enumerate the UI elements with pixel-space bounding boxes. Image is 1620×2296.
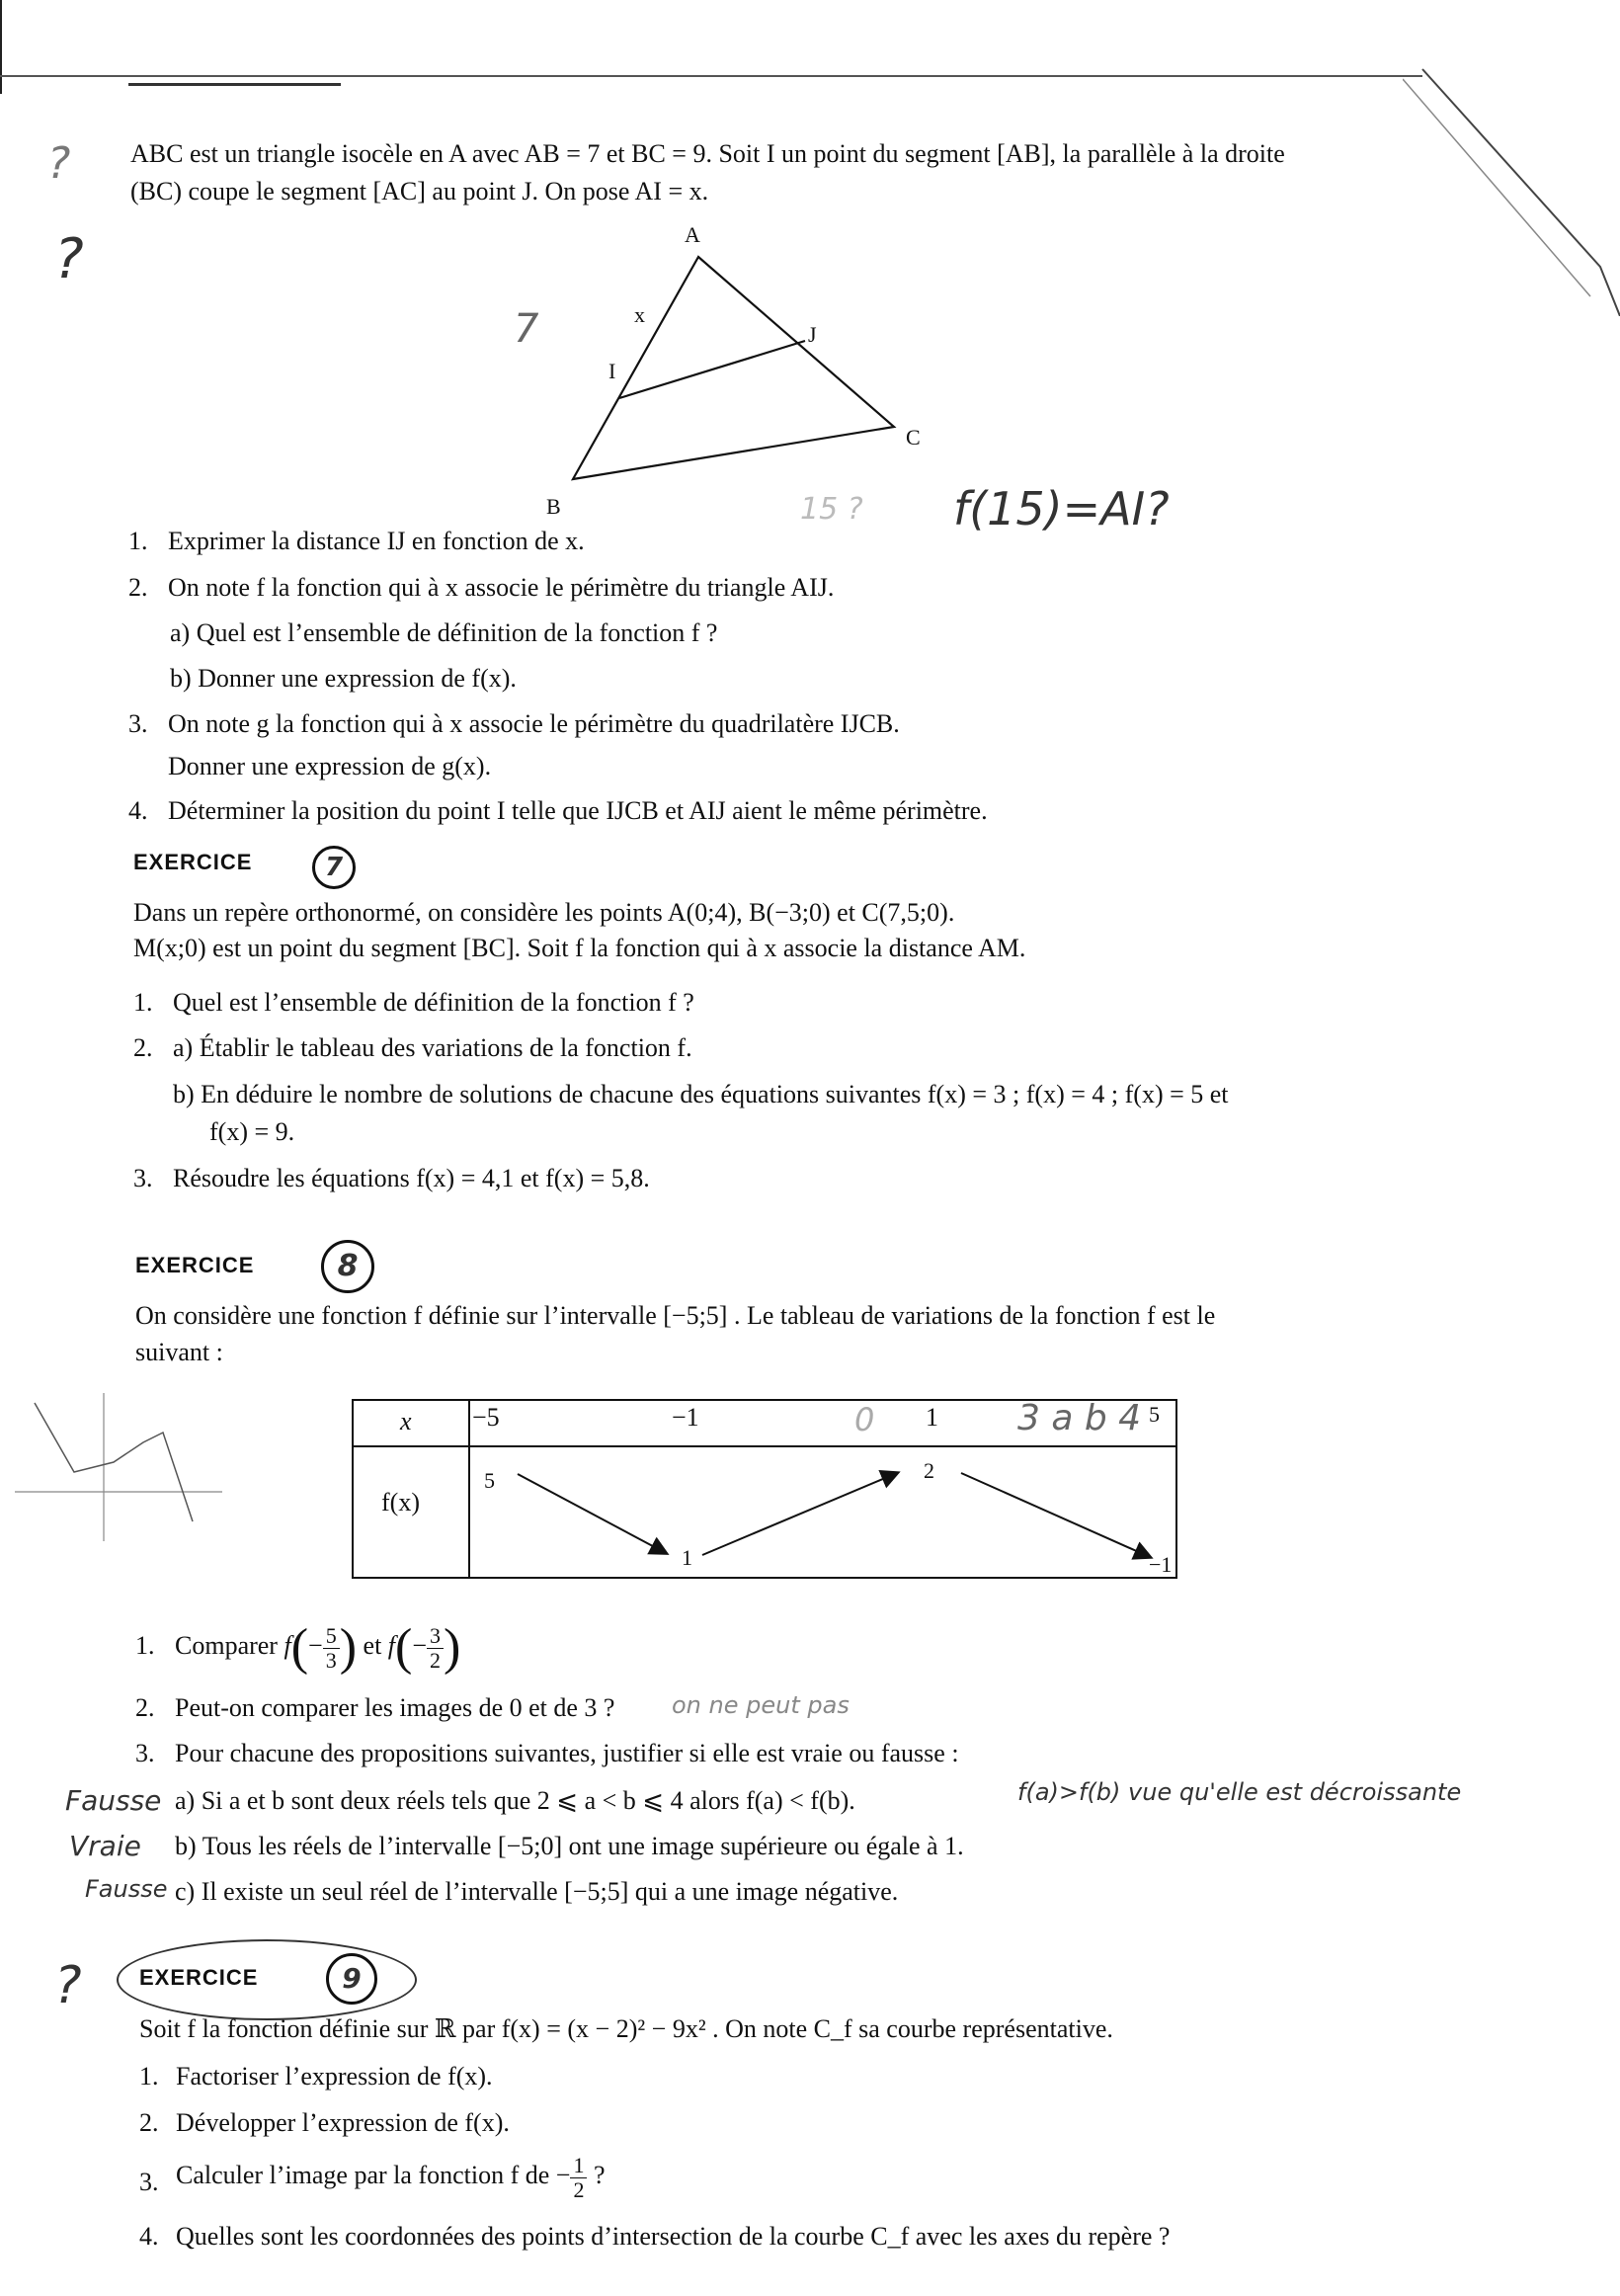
ex7-intro-line2: M(x;0) est un point du segment [BC]. Soit f la fonction qui à x associe la distance AM. [133,934,1026,962]
ex6-q4: Déterminer la position du point I telle que IJCB et AIJ aient le même périmètre. [168,796,988,825]
ex8-q1: Comparer f(− $\frac{5}{3}$ ) et f(− $\frac{3}{2}$ ) [175,1619,461,1677]
ex7-q2b-line2: f(x) = 9. [209,1117,295,1146]
table-f-value: 2 [924,1458,934,1483]
ex6-q1: Exprimer la distance IJ en fonction de x. [168,527,585,555]
table-fx-label: f(x) [381,1488,420,1517]
ex8-q1-prefix: Comparer [175,1631,278,1660]
ex8-q1-f2: f [387,1631,396,1660]
ex8-num-3: 3. [135,1739,155,1767]
table-x-value: 5 [1149,1402,1160,1427]
ex7-q1: Quel est l’ensemble de définition de la fonction f ? [173,988,694,1017]
handwritten-fifteen: 15 ? [800,492,863,527]
ex9-heading: EXERCICE [139,1965,259,1990]
handwritten-question-mark: ? [54,227,84,291]
handwritten-zero: 0 [854,1401,875,1438]
ex9-q3-prefix: Calculer l’image par la fonction f de − [176,2161,571,2189]
ex8-q1-frac2-den: 2 [430,1647,442,1673]
ex8-circled-number [321,1240,374,1293]
table-x-value: −5 [472,1403,500,1432]
ex7-q2b-line1: b) En déduire le nombre de solutions de chacune des équations suivantes f(x) = 3 ; f(x) = 4 ; f(x) = 5 et [173,1080,1229,1108]
ex7-q2a: a) Établir le tableau des variations de la fonction f. [173,1033,692,1062]
ex7-num-2: 2. [133,1033,153,1062]
ex7-num-1: 1. [133,988,153,1017]
ex8-circled-digit: 8 [337,1249,359,1283]
handwritten-fab-note: f(a)>f(b) vue qu'elle est décroissante [1017,1778,1462,1806]
ex9-num-2: 2. [139,2108,159,2137]
ex8-q3: Pour chacune des propositions suivantes, justifier si elle est vraie ou fausse : [175,1739,959,1767]
ex6-num-4: 4. [128,796,148,825]
label-A: A [685,222,700,247]
table-x-value: −1 [672,1403,699,1432]
ex8-intro-line1: On considère une fonction f définie sur l’intervalle [−5;5] . Le tableau de variations de la fonction f est le [135,1301,1216,1330]
ex6-intro-line1: ABC est un triangle isocèle en A avec AB = 7 et BC = 9. Soit I un point du segment [AB], la parallèle à la droite [130,139,1285,168]
ex6-q3b: Donner une expression de g(x). [168,752,492,780]
ex8-heading: EXERCICE [135,1253,255,1277]
handwritten-f15: f(15)=AI? [953,482,1170,535]
ex8-q3b: b) Tous les réels de l’intervalle [−5;0] ont une image supérieure ou égale à 1. [175,1832,964,1860]
ex7-circled-digit: 7 [324,853,344,882]
arrow-decreasing-1 [518,1474,666,1553]
ex9-q3-den: 2 [573,2176,585,2202]
ex9-q2: Développer l’expression de f(x). [176,2108,510,2137]
ex9-q3-num: 1 [570,2154,587,2178]
ex9-circled-digit: 9 [342,1962,362,1995]
ex8-q3c: c) Il existe un seul réel de l’intervalle [−5;5] qui a une image négative. [175,1877,899,1906]
ex6-q2a: a) Quel est l’ensemble de définition de la fonction f ? [170,618,718,647]
ex8-q3a: a) Si a et b sont deux réels tels que 2 ⩽ a < b ⩽ 4 alors f(a) < f(b). [175,1786,855,1815]
ex8-num-1: 1. [135,1631,155,1660]
ex8-num-2: 2. [135,1693,155,1722]
ex8-q1-f1: f [284,1631,291,1660]
handwritten-seven: 7 [514,306,539,352]
ex8-q1-frac1-den: 3 [325,1647,337,1673]
top-header-line [0,75,1422,77]
ex7-circled-number [312,846,356,889]
ex6-q2b: b) Donner une expression de f(x). [170,664,517,693]
ex6-intro-line2: (BC) coupe le segment [AC] au point J. On pose AI = x. [130,177,709,205]
ex9-q4: Quelles sont les coordonnées des points d’intersection de la courbe C_f avec les axes du repère ? [176,2222,1171,2251]
label-C: C [906,425,921,450]
label-I: I [608,359,616,383]
handwritten-question-mark: ? [47,138,71,189]
table-f-value: 5 [484,1468,495,1493]
handwritten-question-mark: ? [54,1956,82,2015]
ex8-q2: Peut-on comparer les images de 0 et de 3 ? [175,1693,615,1722]
ex9-num-4: 4. [139,2222,159,2251]
margin-sketch-graph [5,1383,232,1561]
folded-corner [1403,59,1620,316]
table-x-label: x [400,1407,412,1435]
handwritten-q2-note: on ne peut pas [672,1691,850,1719]
ex9-q3-suffix: ? [593,2161,606,2189]
left-margin-line [0,0,2,94]
ex7-heading: EXERCICE [133,850,253,874]
ex8-q1-frac2-num: 3 [427,1624,444,1649]
ex6-q3: On note g la fonction qui à x associe le périmètre du quadrilatère IJCB. [168,709,900,738]
ex6-num-1: 1. [128,527,148,555]
ex7-q3: Résoudre les équations f(x) = 4,1 et f(x) = 5,8. [173,1164,650,1192]
ex8-q1-frac1-num: 5 [323,1624,340,1649]
label-B: B [546,494,561,519]
ex9-num-1: 1. [139,2062,159,2091]
label-x: x [634,302,645,327]
ex8-q1-and: et [363,1631,382,1660]
cut-heading-fragment [128,83,341,100]
handwritten-table-notes: 3 a b 4 [1017,1398,1142,1438]
ex7-num-3: 3. [133,1164,153,1192]
table-f-value: −1 [1149,1552,1173,1577]
ex9-num-3: 3. [139,2168,159,2196]
ex8-intro-line2: suivant : [135,1338,223,1366]
handwritten-fausse-c: Fausse [85,1875,168,1903]
ex6-q2: On note f la fonction qui à x associe le périmètre du triangle AIJ. [168,573,835,602]
label-J: J [808,322,817,347]
ex6-num-2: 2. [128,573,148,602]
ex9-intro: Soit f la fonction définie sur ℝ par f(x) = (x − 2)² − 9x² . On note C_f sa courbe représentative. [139,2014,1113,2043]
handwritten-vraie-b: Vraie [69,1830,141,1862]
arrow-increasing [702,1473,897,1555]
table-f-value: 1 [682,1545,692,1570]
ex7-intro-line1: Dans un repère orthonormé, on considère les points A(0;4), B(−3;0) et C(7,5;0). [133,898,955,927]
ex9-q3 [176,2146,606,2205]
ex6-num-3: 3. [128,709,148,738]
arrow-decreasing-2 [961,1473,1150,1557]
ex9-circled-number [326,1953,377,2005]
table-x-value: 1 [926,1403,938,1432]
triangle-abc [573,257,894,479]
ex9-q1: Factoriser l’expression de f(x). [176,2062,493,2091]
handwritten-fausse-a: Fausse [65,1784,162,1817]
